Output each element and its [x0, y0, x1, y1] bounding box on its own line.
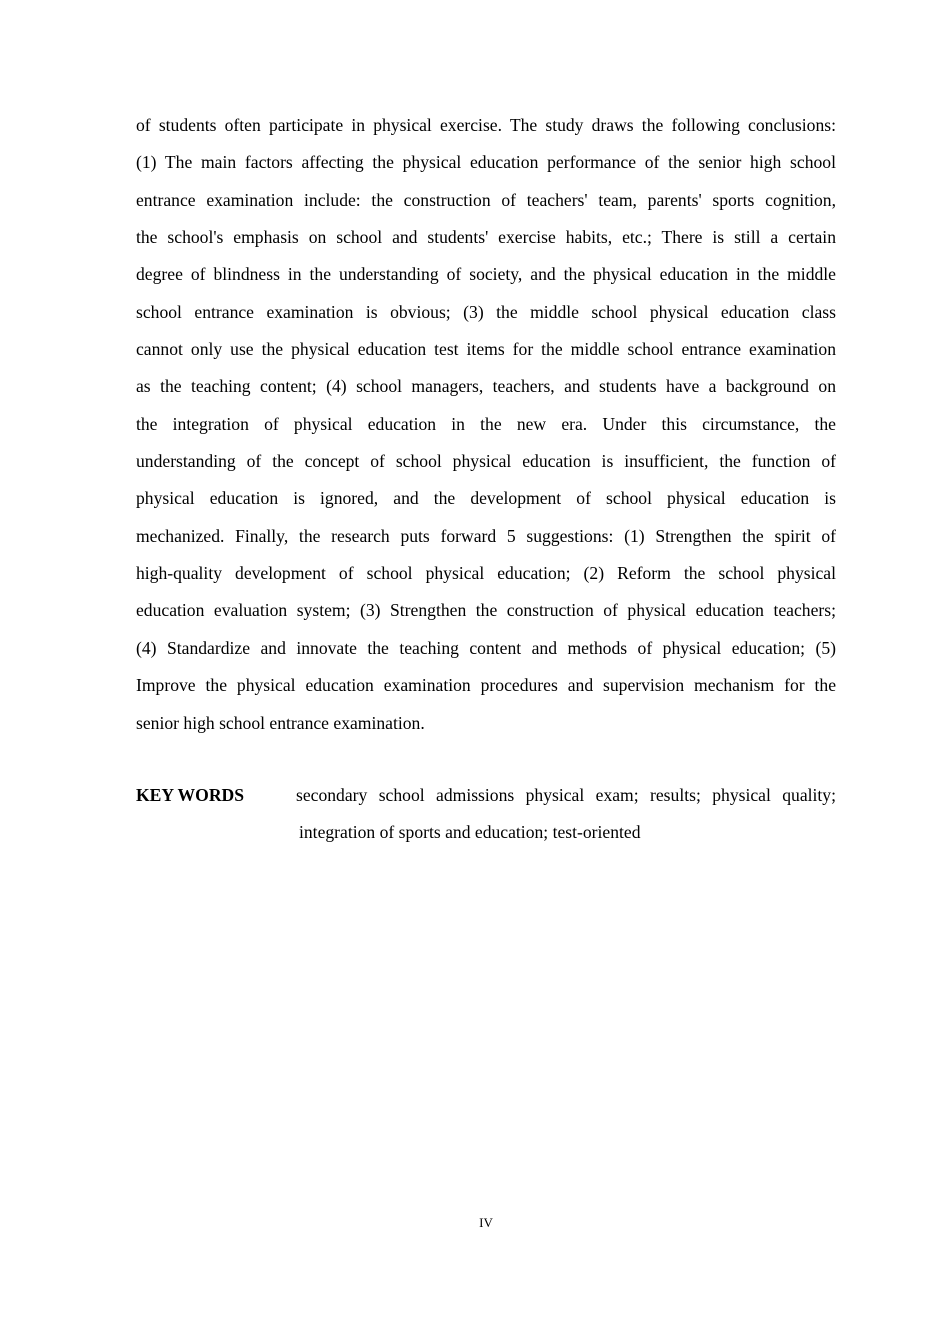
abstract-line-6: school entrance examination is obvious; (3) the middle school physical education class	[136, 301, 836, 322]
abstract-line-2: (1) The main factors affecting the physical education performance of the senior high school	[136, 152, 836, 173]
abstract-line-1: of students often participate in physical exercise. The study draws the following conclusions:	[136, 115, 836, 135]
abstract-line-17: senior high school entrance examination.	[136, 712, 425, 733]
abstract-line-12: mechanized. Finally, the research puts forward 5 suggestions: (1) Strengthen the spirit of	[136, 525, 836, 546]
abstract-line-9: the integration of physical education in the new era. Under this circumstance, the	[136, 413, 836, 434]
abstract-line-10: understanding of the concept of school physical education is insufficient, the function of	[136, 451, 836, 472]
abstract-line-5: degree of blindness in the understanding of society, and the physical education in the middle	[136, 264, 836, 285]
page-number: IV	[479, 1215, 493, 1230]
keywords-line-2: integration of sports and education; test-oriented	[299, 822, 641, 843]
abstract-line-4: the school's emphasis on school and students' exercise habits, etc.; There is still a certain	[136, 227, 836, 248]
abstract-line-15: (4) Standardize and innovate the teaching content and methods of physical education; (5)	[136, 637, 836, 658]
abstract-line-3: entrance examination include: the construction of teachers' team, parents' sports cognition,	[136, 189, 836, 210]
abstract-line-13: high-quality development of school physical education; (2) Reform the school physical	[136, 563, 836, 584]
abstract-line-11: physical education is ignored, and the development of school physical education is	[136, 488, 836, 509]
keywords-line-1: secondary school admissions physical exam; results; physical quality;	[296, 785, 836, 805]
abstract-line-7: cannot only use the physical education test items for the middle school entrance examination	[136, 339, 836, 360]
abstract-body	[136, 107, 836, 742]
abstract-line-8: as the teaching content; (4) school managers, teachers, and students have a background on	[136, 376, 836, 397]
abstract-line-16: Improve the physical education examination procedures and supervision mechanism for the	[136, 675, 836, 696]
abstract-line-14: education evaluation system; (3) Strengthen the construction of physical education teachers;	[136, 600, 836, 621]
keywords-label: KEY WORDS	[136, 785, 245, 805]
